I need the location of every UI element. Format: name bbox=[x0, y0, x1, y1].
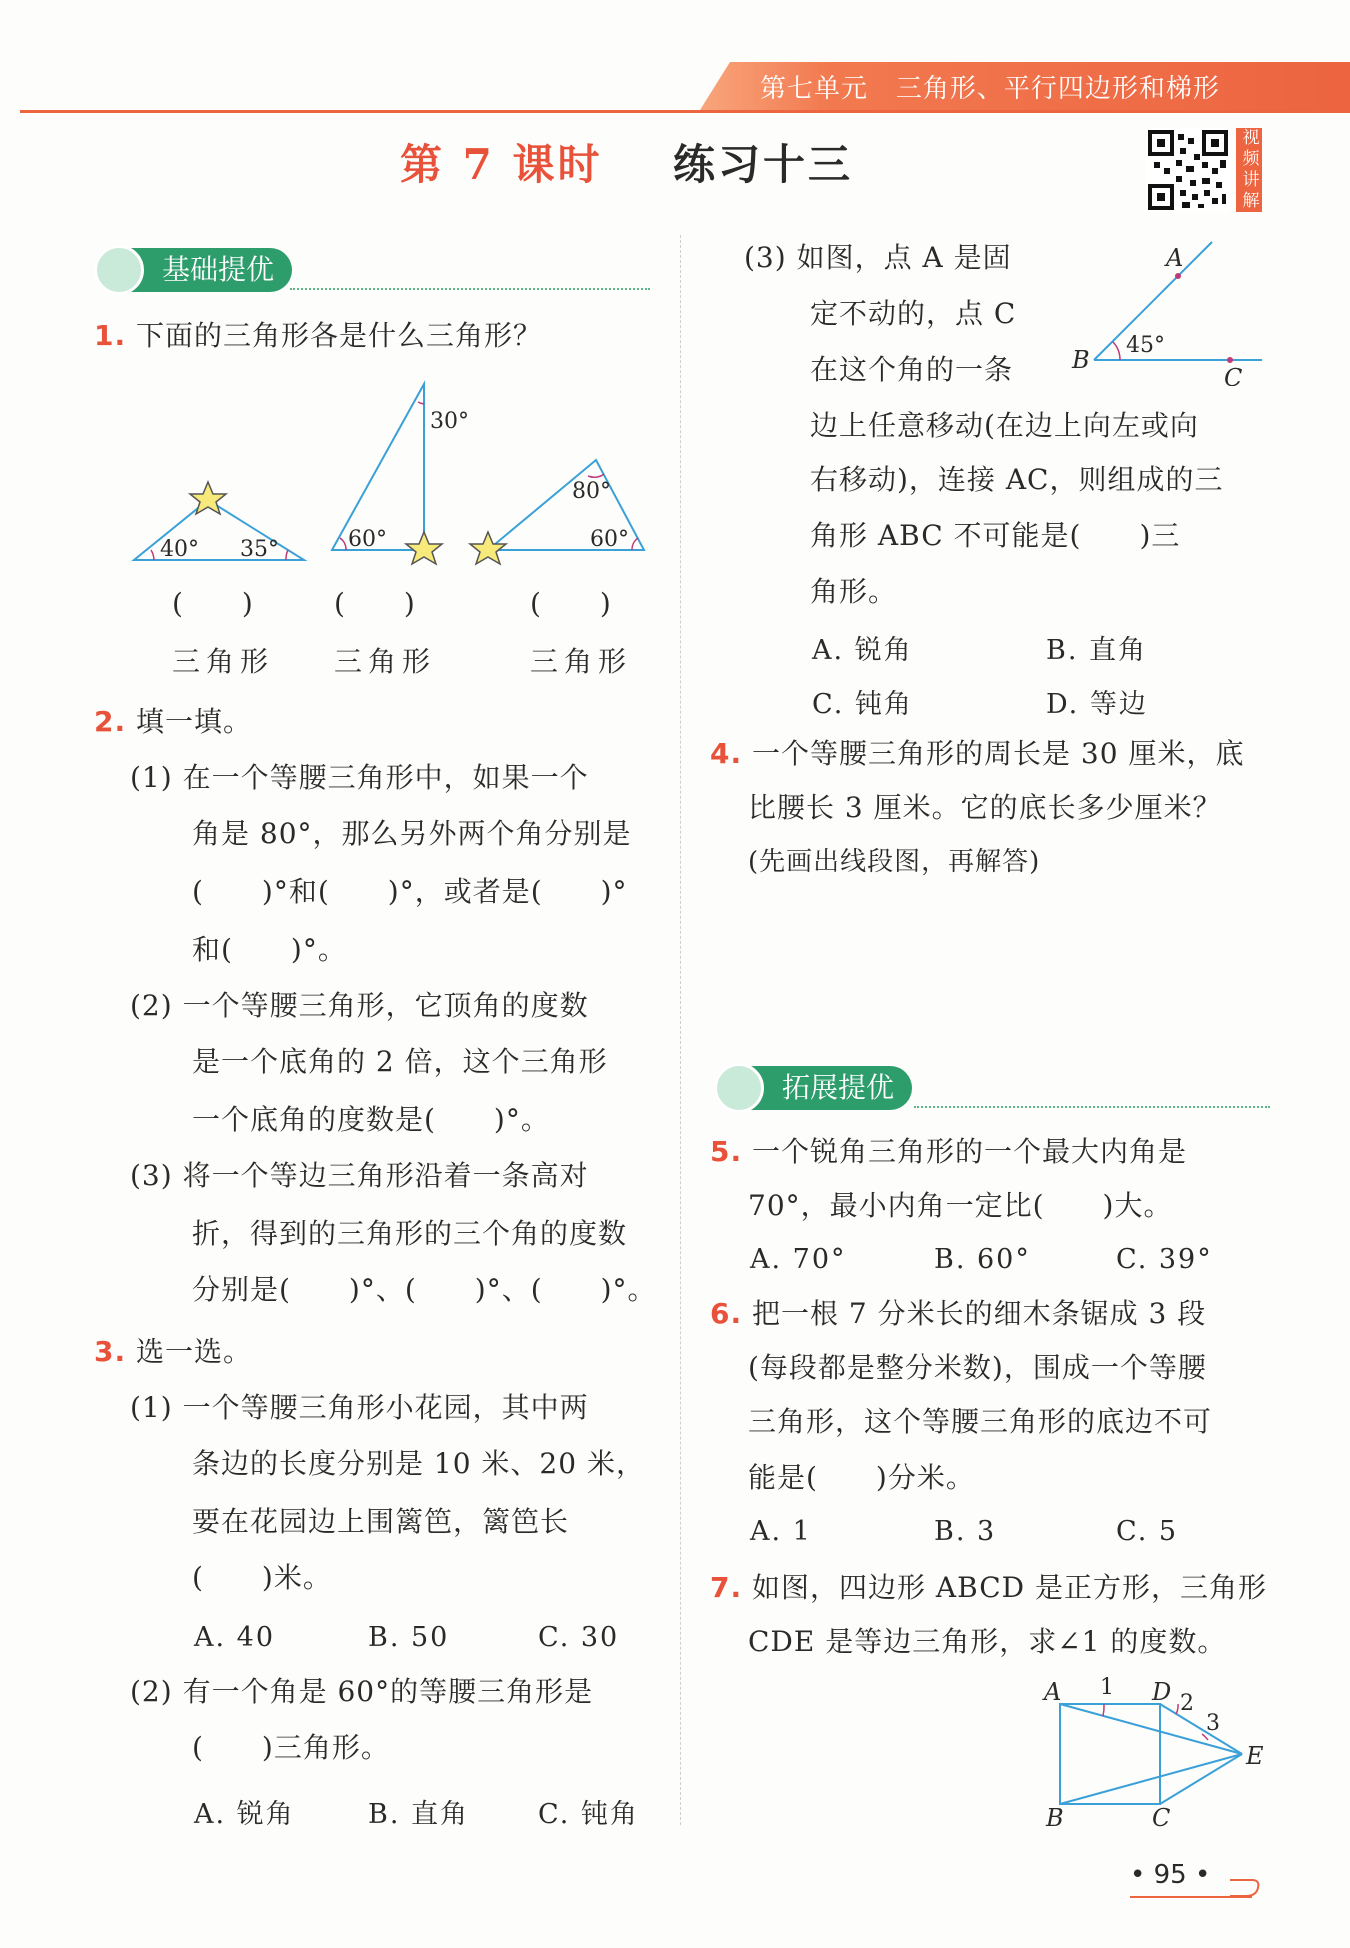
qr-label-char: 频 bbox=[1242, 149, 1260, 169]
question-number: 4. bbox=[710, 737, 743, 770]
q3-p3-line: 角形。 bbox=[810, 575, 898, 608]
q2-p1-line: (1) 在一个等腰三角形中，如果一个 bbox=[130, 761, 589, 794]
q3-p1-line: ( )米。 bbox=[192, 1561, 332, 1594]
q3-p1-line: 条边的长度分别是 10 米、20 米， bbox=[192, 1447, 645, 1480]
q3-p2-option-b[interactable]: B. 直角 bbox=[368, 1799, 470, 1830]
q3-p1-option-c[interactable]: C. 30 bbox=[538, 1622, 620, 1653]
q2-p3-line: (3) 将一个等边三角形沿着一条高对 bbox=[130, 1159, 589, 1192]
qr-label-char: 视 bbox=[1242, 128, 1260, 148]
question-4 bbox=[710, 726, 1244, 782]
q3-p3-line: (3) 如图，点 A 是固 bbox=[744, 241, 1012, 274]
qr-video-label bbox=[1238, 128, 1264, 212]
q3-p3-line: 右移动)，连接 AC，则组成的三 bbox=[810, 463, 1224, 496]
tri3-angle-a: 80° bbox=[572, 479, 611, 504]
qr-label-char: 解 bbox=[1242, 191, 1260, 211]
q3-p3-option-a[interactable]: A. 锐角 bbox=[812, 635, 913, 666]
question-number: 1. bbox=[94, 319, 127, 352]
question-7 bbox=[710, 1560, 1267, 1616]
q3-p2-line: (2) 有一个角是 60°的等腰三角形是 bbox=[130, 1675, 594, 1708]
question-2 bbox=[94, 694, 252, 750]
q4-line: (先画出线段图，再解答) bbox=[748, 847, 1041, 877]
q2-p2-line: 一个底角的度数是( )°。 bbox=[192, 1103, 550, 1136]
q2-p1-line: ( )°和( )°，或者是( )° bbox=[192, 875, 628, 908]
q2-p2-line: 是一个底角的 2 倍，这个三角形 bbox=[192, 1045, 608, 1078]
angle-45-label: 45° bbox=[1126, 333, 1165, 358]
point-a-label: A bbox=[1044, 1678, 1062, 1706]
angle-2-label: 2 bbox=[1180, 1691, 1194, 1716]
section-basic-badge: 基础提优 bbox=[100, 248, 292, 292]
q6-line: 三角形，这个等腰三角形的底边不可 bbox=[748, 1405, 1213, 1438]
question-text: 一个等腰三角形的周长是 30 厘米，底 bbox=[752, 737, 1245, 770]
tri3-angle-b: 60° bbox=[590, 527, 629, 552]
star-icon bbox=[406, 532, 442, 564]
q3-p3-option-b[interactable]: B. 直角 bbox=[1046, 635, 1148, 666]
lesson-number: 第 7 课时 bbox=[400, 140, 603, 189]
question-text: 填一填。 bbox=[136, 705, 253, 738]
q6-option-c[interactable]: C. 5 bbox=[1116, 1516, 1179, 1547]
section-divider bbox=[290, 288, 650, 290]
section-extend-badge: 拓展提优 bbox=[720, 1066, 912, 1110]
q3-p3-option-c[interactable]: C. 钝角 bbox=[812, 689, 913, 720]
q3-p3-line: 角形 ABC 不可能是( )三 bbox=[810, 519, 1181, 552]
magnifier-icon bbox=[714, 1063, 764, 1113]
unit-title: 三角形、平行四边形和梯形 bbox=[895, 74, 1220, 104]
star-icon bbox=[470, 532, 506, 564]
q5-option-b[interactable]: B. 60° bbox=[934, 1244, 1031, 1275]
q3-p3-line: 定不动的，点 C bbox=[810, 297, 1017, 330]
question-number: 5. bbox=[710, 1135, 743, 1168]
q1-blank-1[interactable]: ( ) bbox=[172, 587, 254, 620]
q3-p1-option-b[interactable]: B. 50 bbox=[368, 1622, 450, 1653]
question-text: 选一选。 bbox=[136, 1335, 253, 1368]
q3-p3-line: 边上任意移动(在边上向左或向 bbox=[810, 409, 1199, 442]
point-b-label: B bbox=[1072, 346, 1090, 374]
point-b-label: B bbox=[1046, 1804, 1064, 1830]
q1-blank-2[interactable]: ( ) bbox=[334, 587, 416, 620]
question-number: 2. bbox=[94, 705, 127, 738]
q3-p1-option-a[interactable]: A. 40 bbox=[194, 1622, 276, 1653]
q6-option-b[interactable]: B. 3 bbox=[934, 1516, 997, 1547]
tri2-angle-a: 30° bbox=[430, 409, 469, 434]
q7-line: CDE 是等边三角形，求∠1 的度数。 bbox=[748, 1625, 1227, 1658]
q1-triangles-figure bbox=[120, 370, 660, 570]
q3-p2-option-c[interactable]: C. 钝角 bbox=[538, 1799, 639, 1830]
sprout-icon bbox=[94, 245, 144, 295]
q2-p1-line: 和( )°。 bbox=[192, 933, 347, 966]
angle-3-label: 3 bbox=[1206, 1711, 1220, 1736]
angle-1-label: 1 bbox=[1100, 1675, 1114, 1700]
q1-blank-3[interactable]: ( ) bbox=[530, 587, 612, 620]
point-c-label: C bbox=[1152, 1804, 1171, 1830]
tri1-angle-b: 35° bbox=[240, 537, 279, 562]
unit-label: 第七单元 bbox=[760, 74, 869, 104]
q5-option-a[interactable]: A. 70° bbox=[750, 1244, 847, 1275]
triangle-2 bbox=[332, 384, 424, 550]
q6-line: (每段都是整分米数)，围成一个等腰 bbox=[748, 1351, 1207, 1384]
page-number: • 95 • bbox=[1130, 1860, 1211, 1890]
question-number: 6. bbox=[710, 1297, 743, 1330]
q3-p3-line: 在这个角的一条 bbox=[810, 353, 1014, 386]
q1-suffix-3: 三角形 bbox=[530, 645, 633, 678]
question-6 bbox=[710, 1286, 1206, 1342]
q1-suffix-1: 三角形 bbox=[172, 645, 275, 678]
point-a-label: A bbox=[1166, 244, 1184, 272]
unit-header bbox=[760, 68, 1220, 105]
q5-option-c[interactable]: C. 39° bbox=[1116, 1244, 1213, 1275]
column-divider bbox=[680, 235, 681, 1825]
question-number: 3. bbox=[94, 1335, 127, 1368]
tri2-angle-b: 60° bbox=[348, 527, 387, 552]
question-text: 一个锐角三角形的一个最大内角是 bbox=[752, 1135, 1188, 1168]
q3-p2-option-a[interactable]: A. 锐角 bbox=[194, 1799, 295, 1830]
q6-line: 能是( )分米。 bbox=[748, 1461, 975, 1494]
question-text: 如图，四边形 ABCD 是正方形，三角形 bbox=[752, 1571, 1268, 1604]
lesson-name: 练习十三 bbox=[672, 140, 853, 189]
q2-p3-line: 分别是( )°、( )°、( )°。 bbox=[192, 1273, 657, 1306]
q3-p2-line: ( )三角形。 bbox=[192, 1731, 390, 1764]
q6-option-a[interactable]: A. 1 bbox=[750, 1516, 812, 1547]
q3-p1-line: 要在花园边上围篱笆，篱笆长 bbox=[192, 1505, 570, 1538]
question-text: 把一根 7 分米长的细木条锯成 3 段 bbox=[752, 1297, 1207, 1330]
q2-p2-line: (2) 一个等腰三角形，它顶角的度数 bbox=[130, 989, 589, 1022]
question-5 bbox=[710, 1124, 1187, 1180]
q3-p1-line: (1) 一个等腰三角形小花园，其中两 bbox=[130, 1391, 589, 1424]
tri1-angle-a: 40° bbox=[160, 537, 199, 562]
question-number: 7. bbox=[710, 1571, 743, 1604]
section-divider bbox=[914, 1106, 1270, 1108]
arrow-icon bbox=[1228, 1868, 1262, 1898]
question-1 bbox=[94, 308, 542, 364]
q2-p1-line: 角是 80°，那么另外两个角分别是 bbox=[192, 817, 632, 850]
q2-p3-line: 折，得到的三角形的三个角的度数 bbox=[192, 1217, 628, 1250]
point-d-label: D bbox=[1152, 1678, 1172, 1706]
question-3 bbox=[94, 1324, 252, 1380]
point-c-label: C bbox=[1224, 364, 1243, 386]
point-e-label: E bbox=[1246, 1742, 1264, 1770]
q5-line: 70°，最小内角一定比( )大。 bbox=[748, 1189, 1173, 1222]
qr-label-char: 讲 bbox=[1242, 170, 1260, 190]
q3-p3-option-d[interactable]: D. 等边 bbox=[1046, 689, 1148, 720]
q3-angle-figure bbox=[1066, 236, 1276, 386]
question-text: 下面的三角形各是什么三角形？ bbox=[136, 319, 543, 352]
q4-line: 比腰长 3 厘米。它的底长多少厘米？ bbox=[748, 791, 1222, 824]
q1-suffix-2: 三角形 bbox=[334, 645, 437, 678]
page-title bbox=[400, 132, 853, 192]
q7-square-triangle-figure bbox=[1030, 1670, 1270, 1830]
header-rule bbox=[20, 110, 1350, 113]
